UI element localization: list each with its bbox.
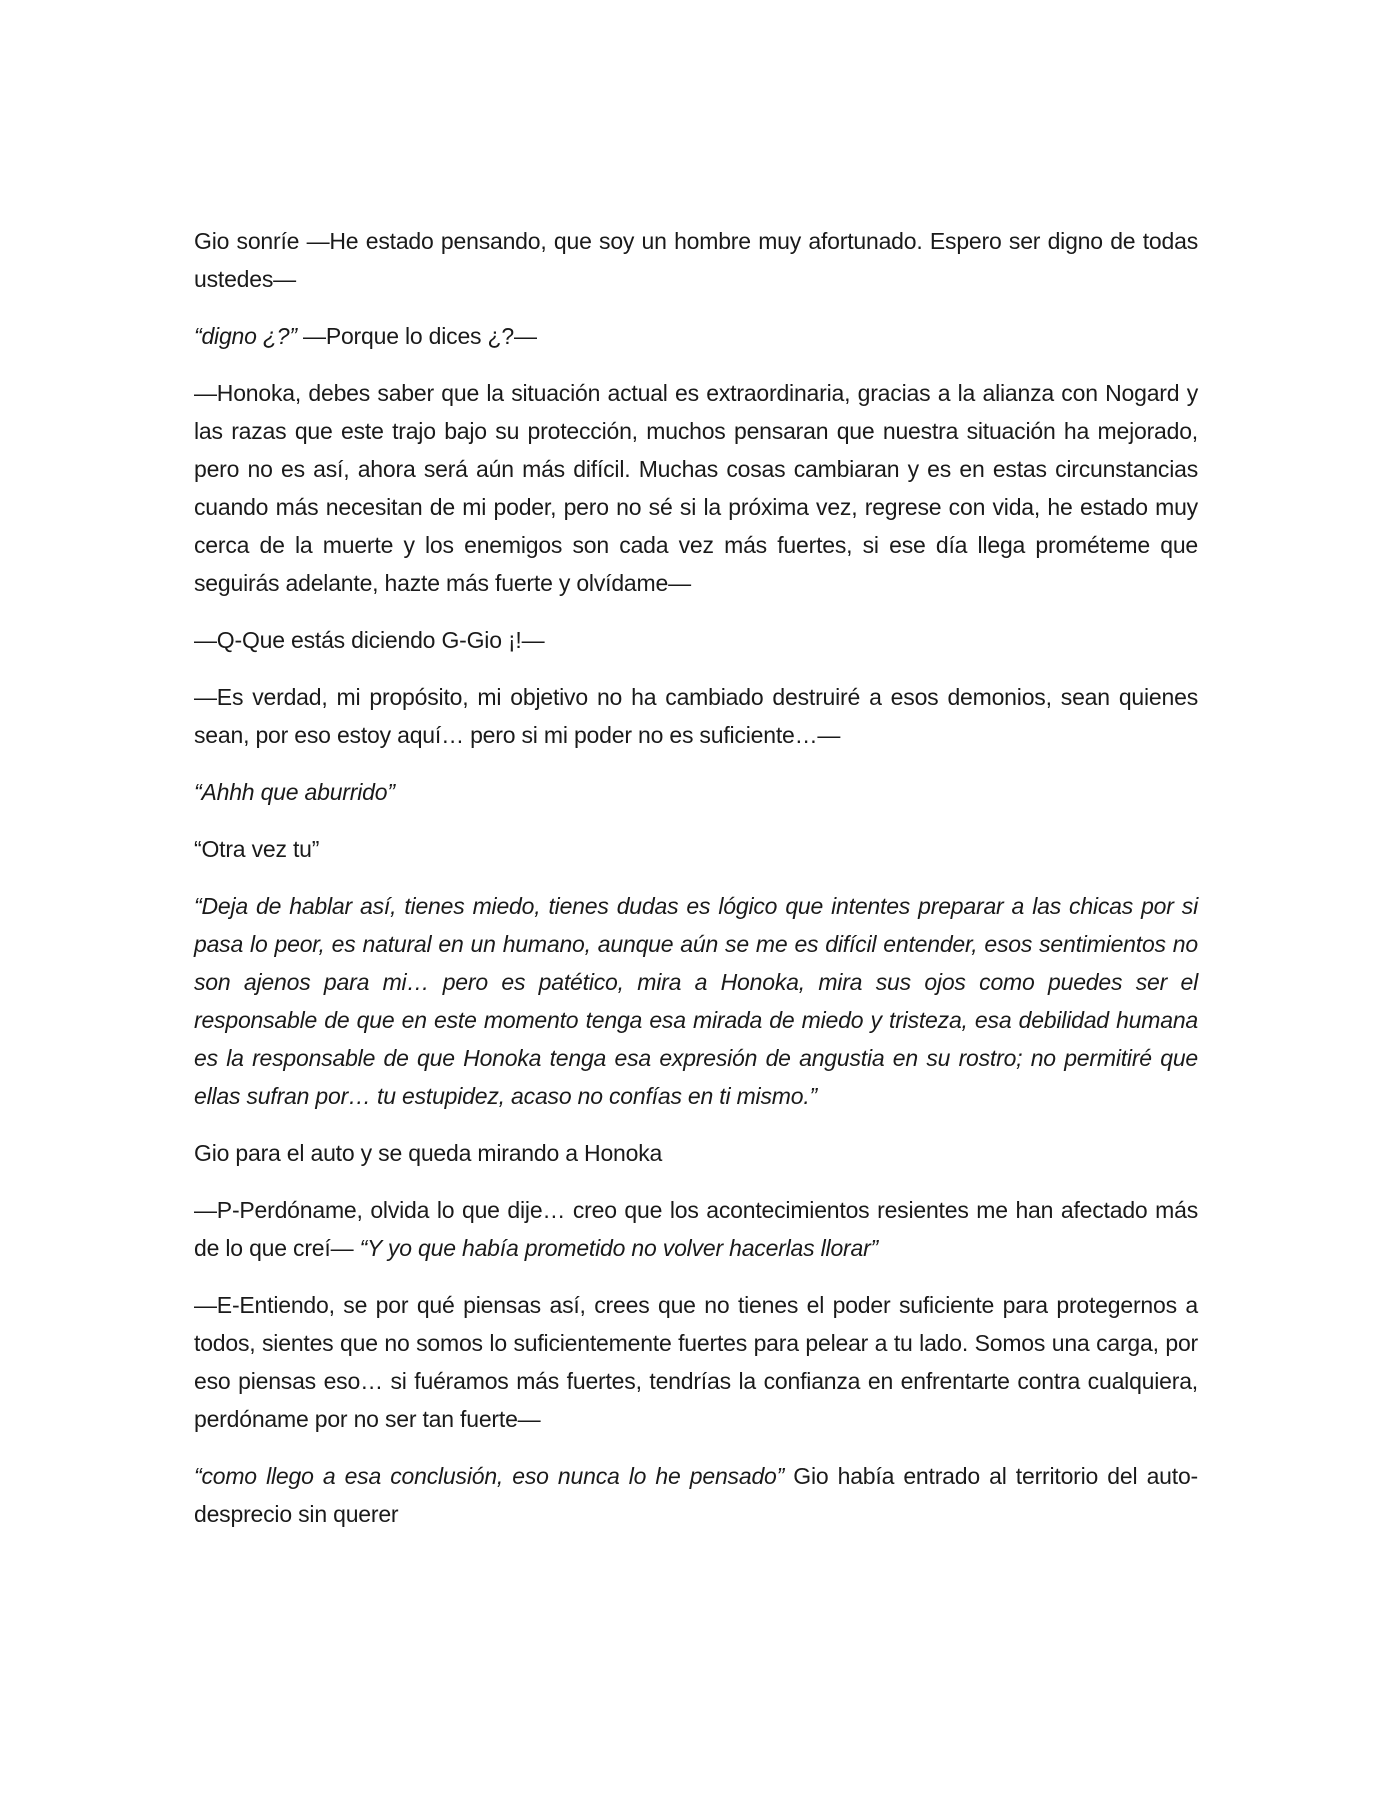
- text-segment: “Otra vez tu”: [194, 836, 320, 862]
- paragraph-11: [194, 1286, 1198, 1438]
- text-segment-italic: “Deja de hablar así, tienes miedo, tienes dudas es lógico que intentes preparar a las chicas por si pasa lo peor, es natural en un humano, aunque aún se me es difícil entender, esos sentimientos no son ajenos para mi… pero es patético, mira a Honoka, mira sus ojos como puedes ser el responsable de que en este momento tenga esa mirada de miedo y tristeza, esa debilidad humana es la responsable de que Honoka tenga esa expresión de angustia en su rostro; no permitiré que ellas sufran por… tu estupidez, acaso no confías en ti mismo.”: [194, 893, 1198, 1109]
- paragraph-1: [194, 222, 1198, 298]
- text-segment-italic: “Ahhh que aburrido”: [194, 779, 395, 805]
- document-page: [194, 222, 1198, 1552]
- text-segment-italic: “Y yo que había prometido no volver hacerlas llorar”: [359, 1235, 879, 1261]
- paragraph-10: [194, 1191, 1198, 1267]
- paragraph-2: [194, 317, 1198, 355]
- text-segment: —Es verdad, mi propósito, mi objetivo no ha cambiado destruiré a esos demonios, sean quienes sean, por eso estoy aquí… pero si mi poder no es suficiente…—: [194, 684, 1198, 748]
- text-segment: Gio había entrado al territorio del auto-desprecio sin querer: [194, 1463, 1198, 1527]
- text-segment: Gio para el auto y se queda mirando a Honoka: [194, 1140, 663, 1166]
- paragraph-4: [194, 621, 1198, 659]
- paragraph-6: [194, 773, 1198, 811]
- text-segment-italic: “como llego a esa conclusión, eso nunca lo he pensado”: [194, 1463, 785, 1489]
- paragraph-12: [194, 1457, 1198, 1533]
- paragraph-7: [194, 830, 1198, 868]
- text-segment-italic: “digno ¿?”: [194, 323, 297, 349]
- paragraph-5: [194, 678, 1198, 754]
- text-segment: —Q-Que estás diciendo G-Gio ¡!—: [194, 627, 545, 653]
- paragraph-3: [194, 374, 1198, 602]
- paragraph-8: [194, 887, 1198, 1115]
- text-segment: —Honoka, debes saber que la situación actual es extraordinaria, gracias a la alianza con Nogard y las razas que este trajo bajo su protección, muchos pensaran que nuestra situación ha mejorado, pero no es así, ahora será aún más difícil. Muchas cosas cambiaran y es en estas circunstancias cuando más necesitan de mi poder, pero no sé si la próxima vez, regrese con vida, he estado muy cerca de la muerte y los enemigos son cada vez más fuertes, si ese día llega prométeme que seguirás adelante, hazte más fuerte y olvídame—: [194, 380, 1198, 596]
- text-segment: —E-Entiendo, se por qué piensas así, crees que no tienes el poder suficiente para protegernos a todos, sientes que no somos lo suficientemente fuertes para pelear a tu lado. Somos una carga, por eso piensas eso… si fuéramos más fuertes, tendrías la confianza en enfrentarte contra cualquiera, perdóname por no ser tan fuerte—: [194, 1292, 1198, 1432]
- paragraph-9: [194, 1134, 1198, 1172]
- text-segment: Gio sonríe —He estado pensando, que soy un hombre muy afortunado. Espero ser digno de todas ustedes—: [194, 228, 1198, 292]
- text-segment: —Porque lo dices ¿?—: [296, 323, 537, 349]
- text-segment: —P-Perdóname, olvida lo que dije… creo que los acontecimientos resientes me han afectado más de lo que creí—: [194, 1197, 1198, 1261]
